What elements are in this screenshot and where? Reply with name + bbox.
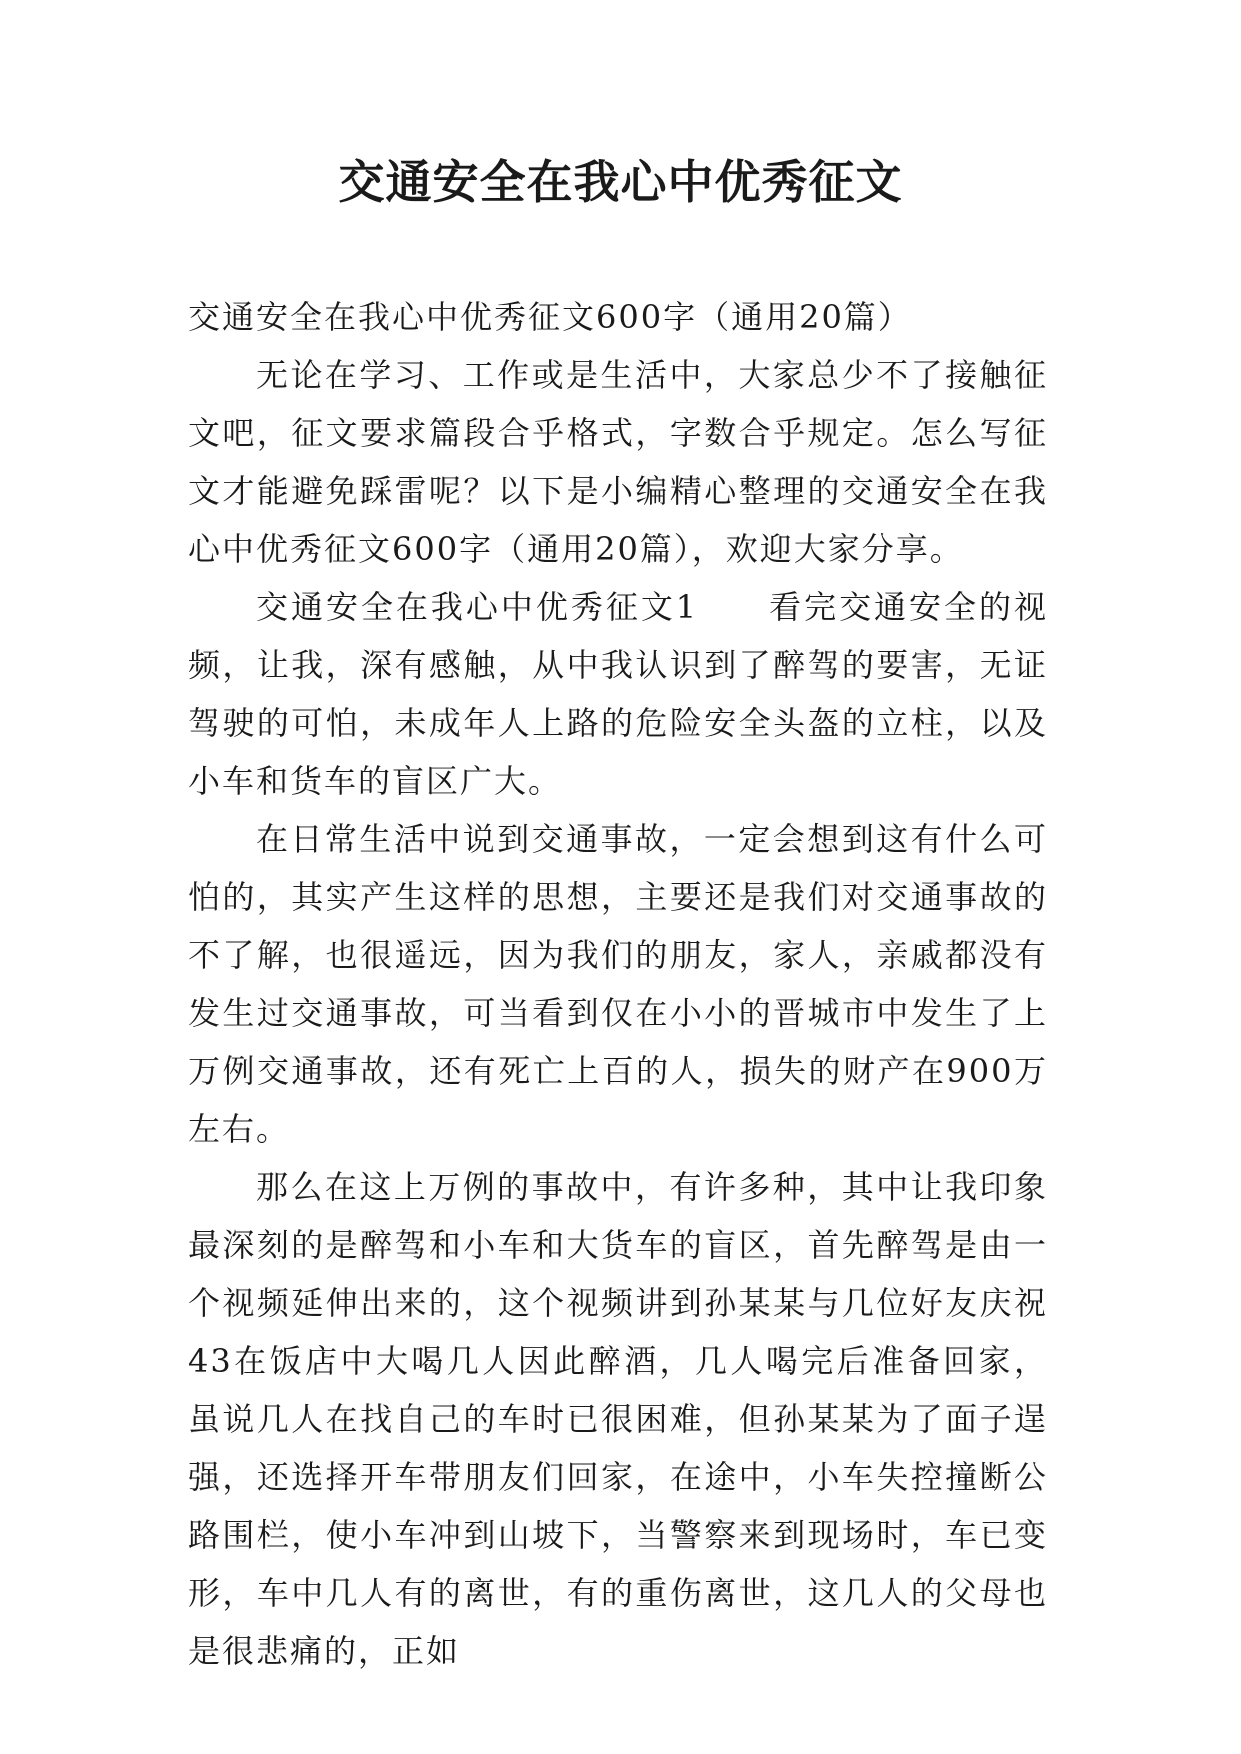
paragraph-daily-life: 在日常生活中说到交通事故，一定会想到这有什么可怕的，其实产生这样的思想，主要还是我们对交通事故的不了解，也很遥远，因为我们的朋友，家人，亲戚都没有发生过交通事故，可当看到仅在小小的晋城市中发生了上万例交通事故，还有死亡上百的人，损失的财产在900万左右。 <box>188 820 1048 1148</box>
paragraph-intro: 无论在学习、工作或是生活中，大家总少不了接触征文吧，征文要求篇段合乎格式，字数合乎规定。怎么写征文才能避免踩雷呢？以下是小编精心整理的交通安全在我心中优秀征文600字（通用20篇），欢迎大家分享。 <box>188 356 1048 568</box>
document-body <box>188 288 1048 1680</box>
paragraph-essay-1-opening: 交通安全在我心中优秀征文1 看完交通安全的视频，让我，深有感触，从中我认识到了醉驾的要害，无证驾驶的可怕，未成年人上路的危险安全头盔的立柱，以及小车和货车的盲区广大。 <box>188 588 1048 800</box>
paragraph-drunk-driving: 那么在这上万例的事故中，有许多种，其中让我印象最深刻的是醉驾和小车和大货车的盲区，首先醉驾是由一个视频延伸出来的，这个视频讲到孙某某与几位好友庆祝43在饭店中大喝几人因此醉酒，几人喝完后准备回家，虽说几人在找自己的车时已很困难，但孙某某为了面子逞强，还选择开车带朋友们回家，在途中，小车失控撞断公路围栏，使小车冲到山坡下，当警察来到现场时，车已变形，车中几人有的离世，有的重伤离世，这几人的父母也是很悲痛的，正如 <box>188 1168 1048 1670</box>
document-subtitle: 交通安全在我心中优秀征文600字（通用20篇） <box>188 298 912 336</box>
document-title: 交通安全在我心中优秀征文 <box>338 155 903 209</box>
